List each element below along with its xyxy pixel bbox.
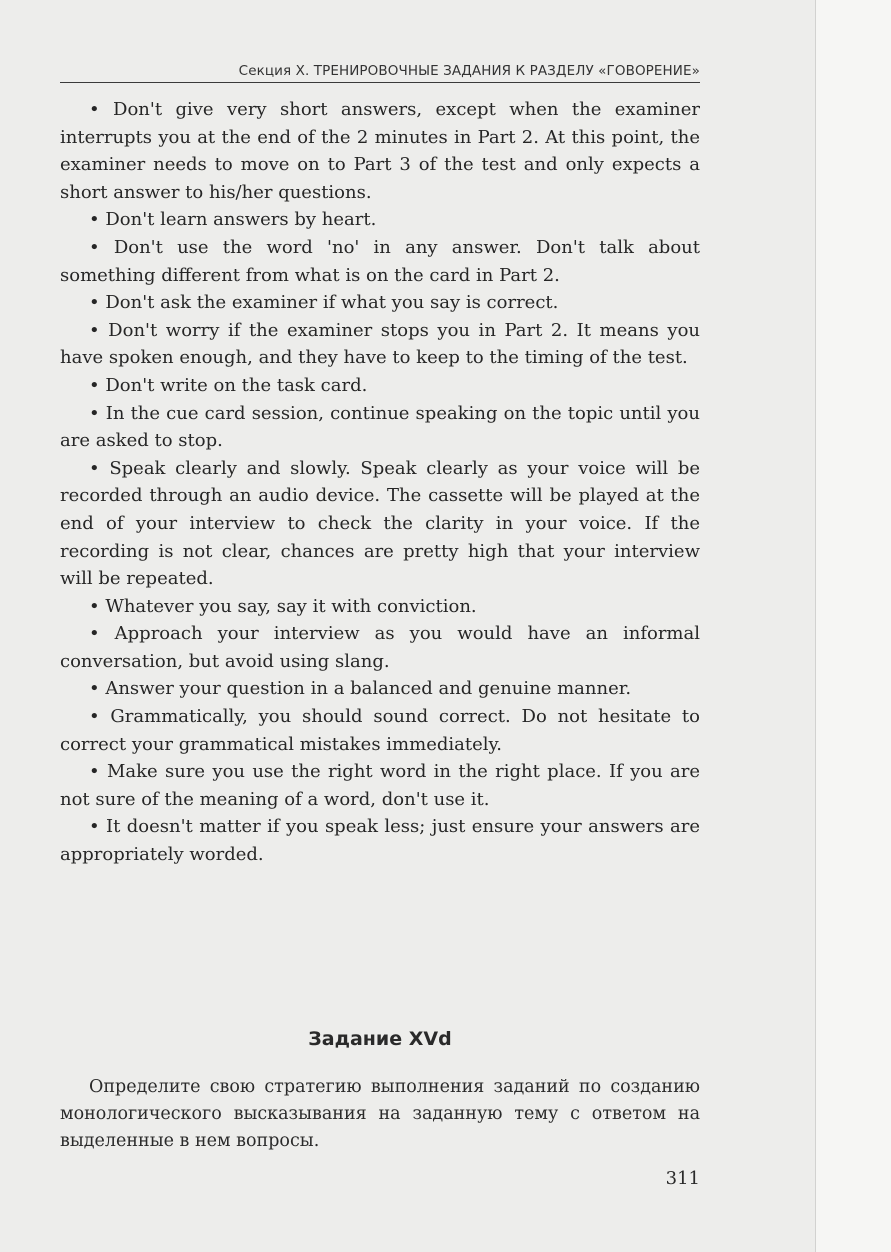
tip-paragraph: • Answer your question in a balanced and genuine manner. [89,678,632,700]
tip-paragraph: • Make sure you use the right word in the right place. If you are not sure of the meaning of a word, don't use it. [60,761,700,810]
tip-paragraph: • Don't use the word 'no' in any answer. Don't talk about something different from what is on the card in Part 2. [60,236,700,286]
page-edge [815,0,891,1252]
tip-paragraph: • Speak clearly and slowly. Speak clearly as your voice will be recorded through an audio device. The cassette will be played at the end of your interview to check the clarity in your voice. If the recording is not clear, chances are pretty high that your interview will be repeated. [60,457,700,590]
tip-paragraph: • Don't ask the examiner if what you say is correct. [89,292,559,314]
tip-paragraph: • Whatever you say, say it with conviction. [89,595,477,617]
task-text: Определите свою стратегию выполнения заданий по созданию монологического высказывания на заданную тему с ответом на выделенные в нем вопросы. [60,1077,700,1151]
tip-paragraph: • Approach your interview as you would have an informal conversation, but avoid using slang. [60,623,700,672]
page-number: 311 [665,1168,700,1189]
tip-paragraph: • Don't worry if the examiner stops you in Part 2. It means you have spoken enough, and they have to keep to the timing of the test. [60,319,700,369]
tip-paragraph: • Grammatically, you should sound correct. Do not hesitate to correct your grammatical mistakes immediately. [60,706,700,755]
tip-paragraph: • Don't write on the task card. [89,374,368,396]
tip-paragraph: • Don't give very short answers, except when the examiner interrupts you at the end of the 2 minutes in Part 2. At this point, the examiner needs to move on to Part 3 of the test and only expects a short answer to his/her questions. [60,99,700,203]
task-heading: Задание XVd [308,1028,452,1050]
tip-paragraph: • It doesn't matter if you speak less; just ensure your answers are appropriately worded. [60,816,700,866]
tip-paragraph: • Don't learn answers by heart. [89,209,377,231]
tips-list [60,96,700,869]
tip-paragraph: • In the cue card session, continue speaking on the topic until you are asked to stop. [60,402,700,452]
running-head: Секция X. ТРЕНИРОВОЧНЫЕ ЗАДАНИЯ К РАЗДЕЛУ «ГОВОРЕНИЕ» [60,60,700,83]
